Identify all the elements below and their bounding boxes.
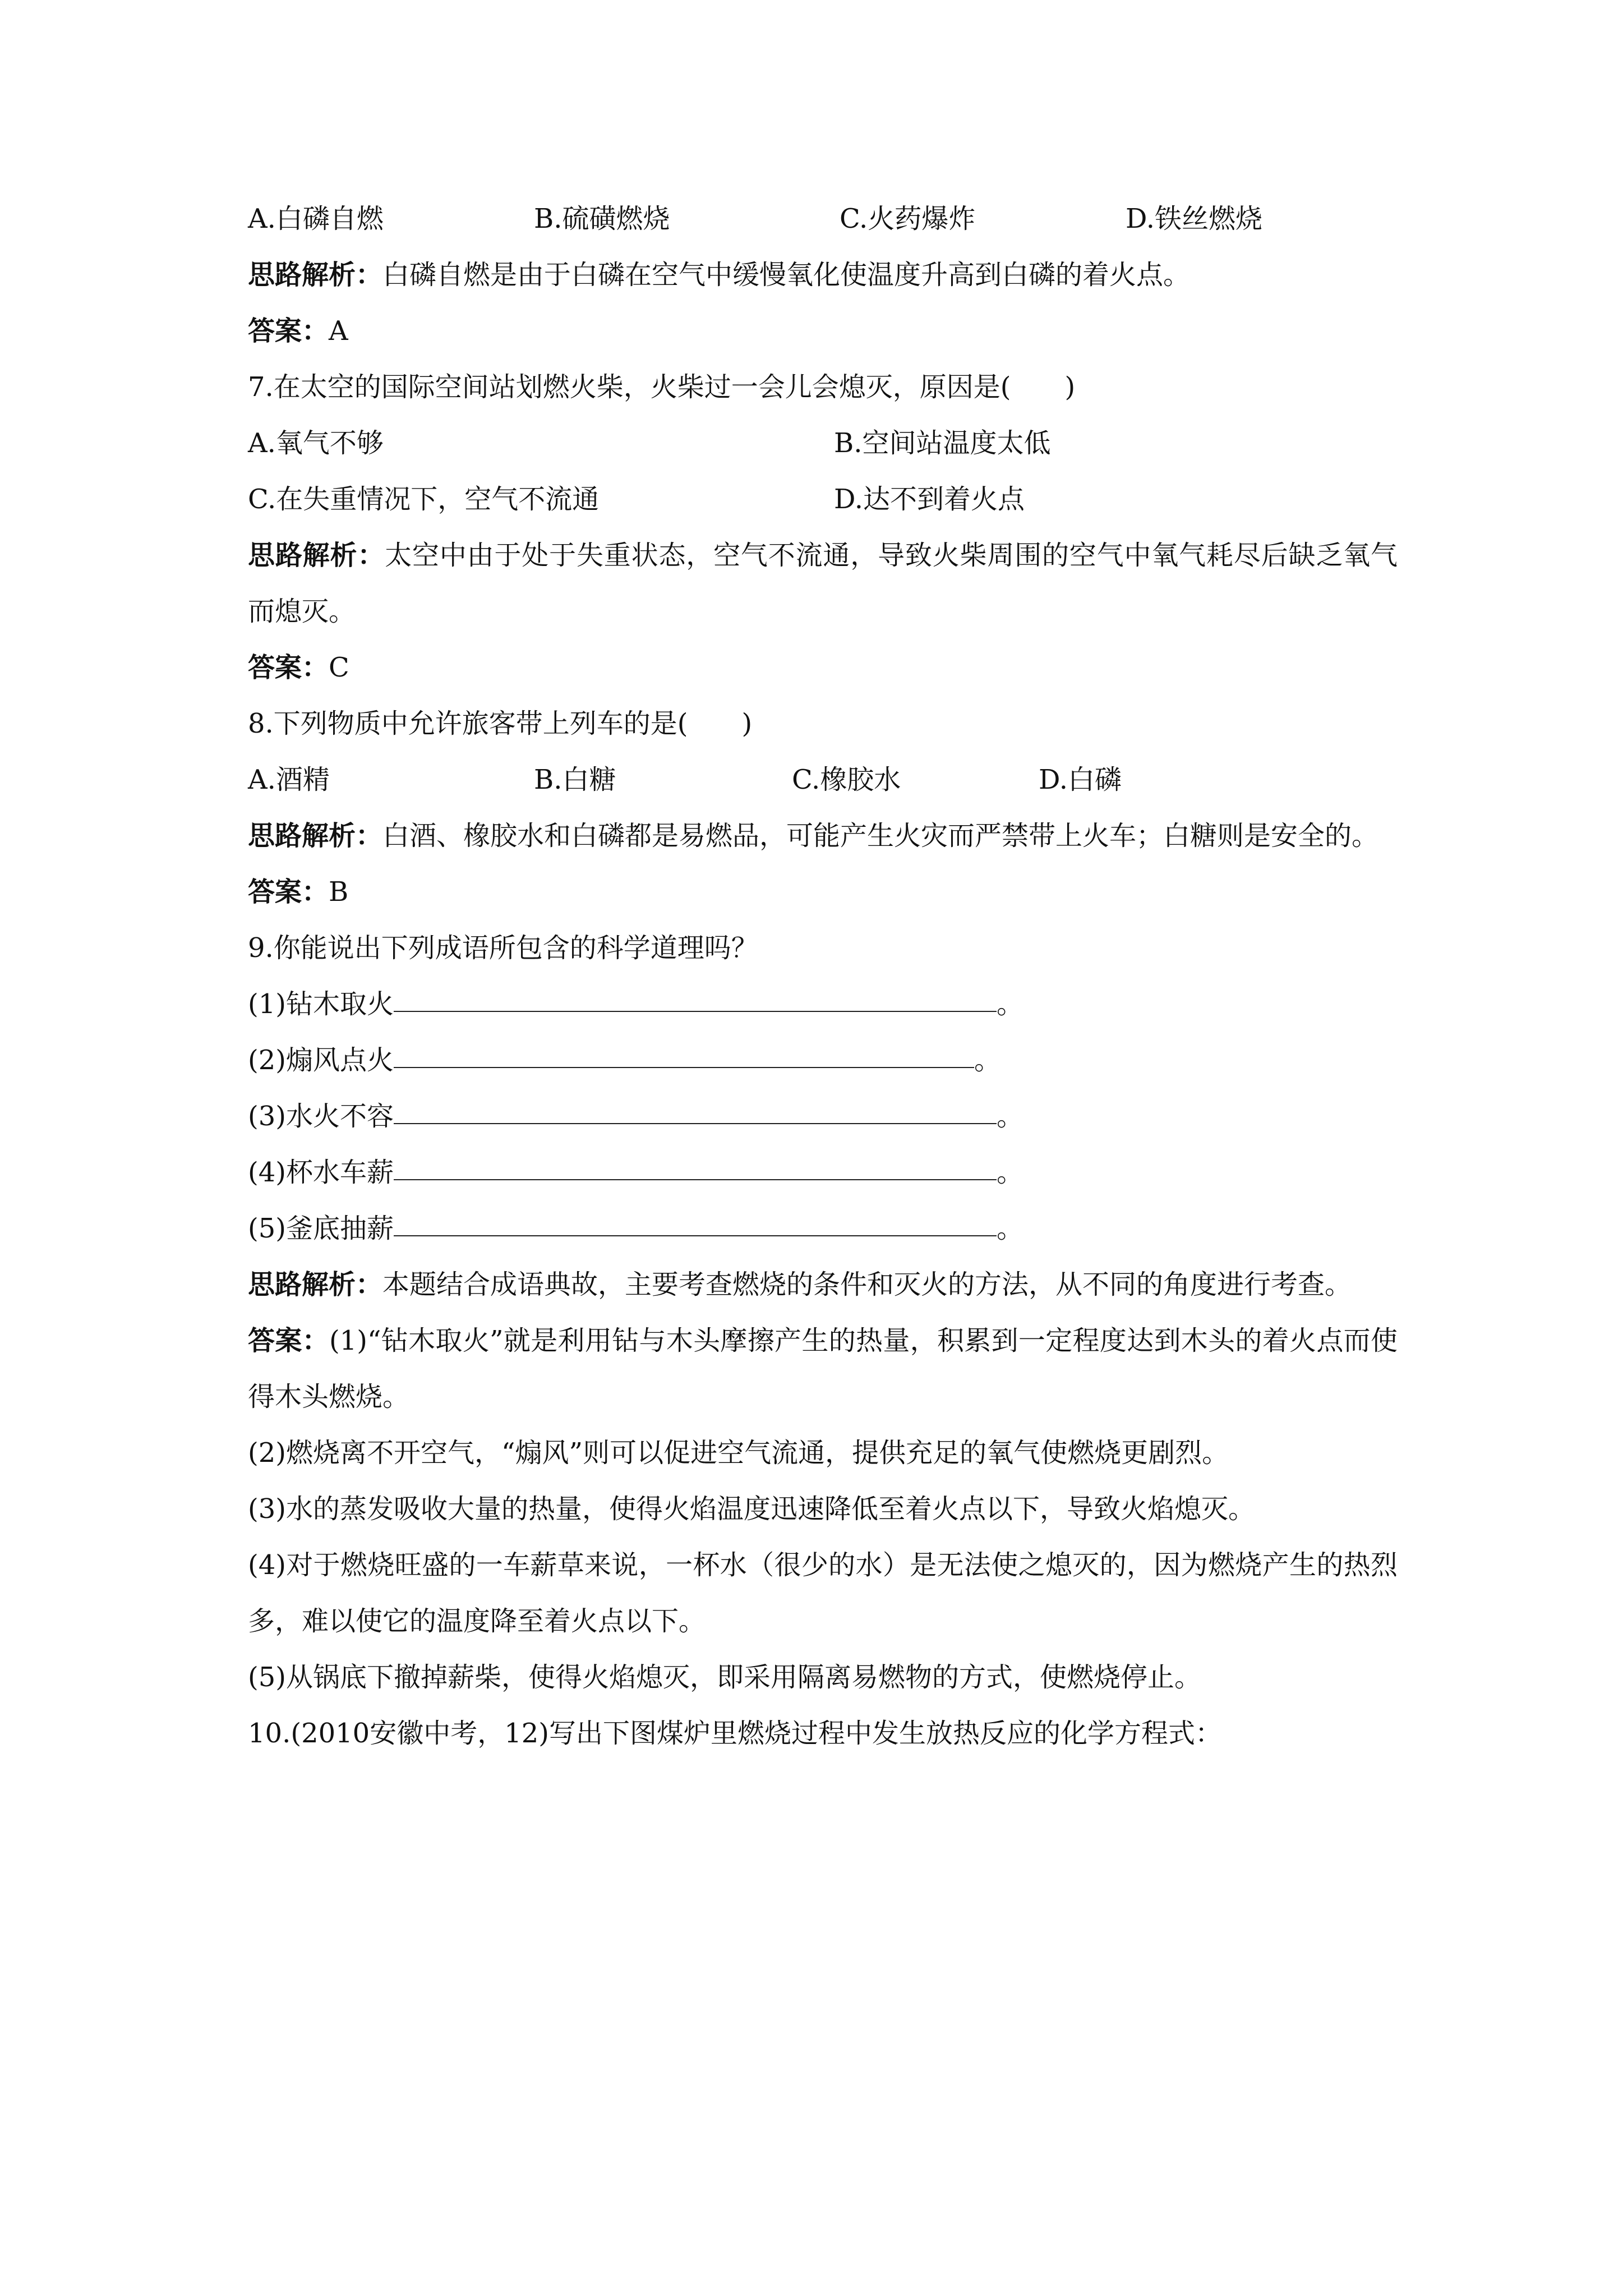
q6-options	[248, 191, 1398, 247]
q8-answer	[248, 864, 1398, 920]
q8-stem: 8.下列物质中允许旅客带上列车的是( )	[248, 708, 753, 739]
answer-text: (1)“钻木取火”就是利用钻与木头摩擦产生的热量，积累到一定程度达到木头的着火点而使得木头燃烧。	[248, 1325, 1398, 1412]
end-mark: 。	[997, 988, 1024, 1020]
end-mark: 。	[997, 1157, 1024, 1188]
q7-option-a: A.氧气不够	[248, 427, 384, 459]
q9-item-4	[248, 1144, 1398, 1200]
q7-option-d: D.达不到着火点	[834, 484, 1025, 515]
q6-answer	[248, 303, 1398, 359]
analysis-label: 思路解析：	[248, 540, 385, 571]
q7-stem: 7.在太空的国际空间站划燃火柴，火柴过一会儿会熄灭，原因是( )	[248, 371, 1076, 403]
analysis-label: 思路解析：	[248, 820, 383, 852]
analysis-text: 太空中由于处于失重状态，空气不流通，导致火柴周围的空气中氧气耗尽后缺乏氧气而熄灭。	[248, 540, 1398, 627]
q8-option-b: B.白糖	[534, 764, 616, 795]
q9-item-label: (5)釜底抽薪	[248, 1213, 394, 1244]
q7-options-row2	[248, 471, 1398, 527]
q9-item-2	[248, 1032, 1398, 1088]
q9-answer-4: (4)对于燃烧旺盛的一车薪草来说，一杯水（很少的水）是无法使之熄灭的，因为燃烧产生的热烈多，难以使它的温度降至着火点以下。	[248, 1549, 1398, 1637]
q9-item-5	[248, 1200, 1398, 1257]
q7-options-row1	[248, 415, 1398, 471]
answer-blank[interactable]	[394, 1032, 974, 1068]
answer-label: 答案：	[248, 315, 329, 347]
q7-analysis	[248, 527, 1398, 639]
answer-blank[interactable]	[394, 1200, 997, 1236]
analysis-label: 思路解析：	[248, 1269, 383, 1300]
q8-option-a: A.酒精	[248, 764, 330, 795]
q9-analysis	[248, 1257, 1398, 1313]
q7-answer	[248, 639, 1398, 696]
analysis-text: 本题结合成语典故，主要考查燃烧的条件和灭火的方法，从不同的角度进行考查。	[382, 1269, 1352, 1300]
q6-option-c: C.火药爆炸	[840, 203, 976, 234]
q8-options	[248, 752, 1398, 808]
q8-analysis	[248, 808, 1398, 864]
q6-option-a: A.白磷自燃	[248, 203, 384, 234]
q9-stem: 9.你能说出下列成语所包含的科学道理吗？	[248, 932, 758, 964]
answer-text: B	[329, 876, 349, 908]
analysis-text: 白磷自燃是由于白磷在空气中缓慢氧化使温度升高到白磷的着火点。	[382, 259, 1191, 291]
answer-label: 答案：	[248, 1325, 329, 1356]
end-mark: 。	[997, 1101, 1024, 1132]
answer-blank[interactable]	[394, 1144, 997, 1180]
answer-label: 答案：	[248, 876, 329, 908]
q9-answer-3: (3)水的蒸发吸收大量的热量，使得火焰温度迅速降低至着火点以下，导致火焰熄灭。	[248, 1493, 1255, 1525]
q9-answer-1	[248, 1313, 1398, 1425]
q6-analysis	[248, 247, 1398, 303]
q9-item-3	[248, 1088, 1398, 1144]
answer-blank[interactable]	[394, 1088, 997, 1124]
end-mark: 。	[997, 1213, 1024, 1244]
q8-option-d: D.白磷	[1039, 764, 1122, 795]
q9-item-label: (1)钻木取火	[248, 988, 394, 1020]
q6-option-d: D.铁丝燃烧	[1126, 203, 1263, 234]
q9-answer-2: (2)燃烧离不开空气，“煽风”则可以促进空气流通，提供充足的氧气使燃烧更剧烈。	[248, 1437, 1229, 1469]
q10-stem: 10.(2010安徽中考，12)写出下图煤炉里燃烧过程中发生放热反应的化学方程式：	[248, 1718, 1223, 1749]
answer-label: 答案：	[248, 652, 329, 683]
q9-item-label: (2)煽风点火	[248, 1045, 394, 1076]
q9-item-label: (4)杯水车薪	[248, 1157, 394, 1188]
q6-option-b: B.硫磺燃烧	[534, 203, 670, 234]
q8-option-c: C.橡胶水	[792, 764, 901, 795]
q7-option-b: B.空间站温度太低	[834, 427, 1051, 459]
q9-item-label: (3)水火不容	[248, 1101, 394, 1132]
q9-item-1	[248, 976, 1398, 1032]
analysis-text: 白酒、橡胶水和白磷都是易燃品，可能产生火灾而严禁带上火车；白糖则是安全的。	[382, 820, 1379, 852]
document-page	[248, 191, 1398, 1761]
q7-option-c: C.在失重情况下，空气不流通	[248, 484, 600, 515]
answer-text: A	[329, 315, 348, 347]
analysis-label: 思路解析：	[248, 259, 383, 291]
answer-blank[interactable]	[394, 976, 997, 1012]
end-mark: 。	[974, 1045, 1002, 1076]
answer-text: C	[329, 652, 349, 683]
q9-answer-5: (5)从锅底下撤掉薪柴，使得火焰熄灭，即采用隔离易燃物的方式，使燃烧停止。	[248, 1662, 1201, 1693]
